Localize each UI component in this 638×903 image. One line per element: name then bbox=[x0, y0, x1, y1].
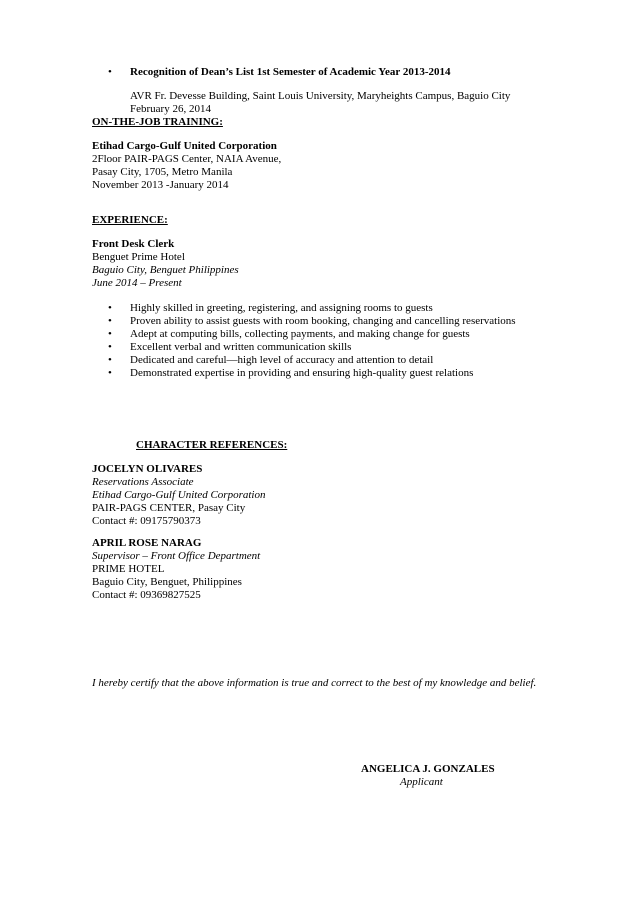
recognition-details bbox=[130, 90, 510, 116]
ojt-heading: ON-THE-JOB TRAINING: bbox=[92, 116, 223, 128]
experience-period: June 2014 – Present bbox=[92, 277, 182, 289]
ojt-address-line1: 2Floor PAIR-PAGS Center, NAIA Avenue, bbox=[92, 153, 282, 165]
experience-employer: Benguet Prime Hotel bbox=[92, 251, 185, 263]
signature-role: Applicant bbox=[400, 776, 443, 788]
ojt-section bbox=[92, 116, 223, 129]
recognition-date: February 26, 2014 bbox=[130, 103, 211, 115]
recognition-title: Recognition of Dean’s List 1st Semester of Academic Year 2013-2014 bbox=[130, 66, 451, 78]
reference-contact: Contact #: 09175790373 bbox=[92, 515, 201, 527]
ojt-details bbox=[92, 140, 281, 192]
ojt-address-line2: Pasay City, 1705, Metro Manila bbox=[92, 166, 233, 178]
reference-organization: Etihad Cargo-Gulf United Corporation bbox=[92, 489, 266, 501]
reference-card bbox=[92, 537, 260, 602]
ojt-company: Etihad Cargo-Gulf United Corporation bbox=[92, 140, 277, 152]
reference-organization: PRIME HOTEL bbox=[92, 563, 165, 575]
reference-name: JOCELYN OLIVARES bbox=[92, 463, 203, 475]
experience-heading: EXPERIENCE: bbox=[92, 214, 168, 226]
signature-name: ANGELICA J. GONZALES bbox=[361, 763, 495, 775]
certification-statement: I hereby certify that the above information is true and correct to the best of my knowledge and belief. bbox=[92, 677, 537, 689]
recognition-venue: AVR Fr. Devesse Building, Saint Louis University, Maryheights Campus, Baguio City bbox=[130, 90, 511, 102]
reference-title: Reservations Associate bbox=[92, 476, 194, 488]
experience-position: Front Desk Clerk bbox=[92, 238, 175, 250]
reference-address: PAIR-PAGS CENTER, Pasay City bbox=[92, 502, 246, 514]
references-heading: CHARACTER REFERENCES: bbox=[136, 439, 288, 451]
reference-name: APRIL ROSE NARAG bbox=[92, 537, 202, 549]
experience-location: Baguio City, Benguet Philippines bbox=[92, 264, 239, 276]
reference-card bbox=[92, 463, 265, 528]
reference-address: Baguio City, Benguet, Philippines bbox=[92, 576, 242, 588]
reference-contact: Contact #: 09369827525 bbox=[92, 589, 201, 601]
ojt-period: November 2013 -January 2014 bbox=[92, 179, 229, 191]
reference-title: Supervisor – Front Office Department bbox=[92, 550, 261, 562]
recognition-bullet: • bbox=[108, 66, 112, 78]
experience-details bbox=[92, 238, 239, 290]
